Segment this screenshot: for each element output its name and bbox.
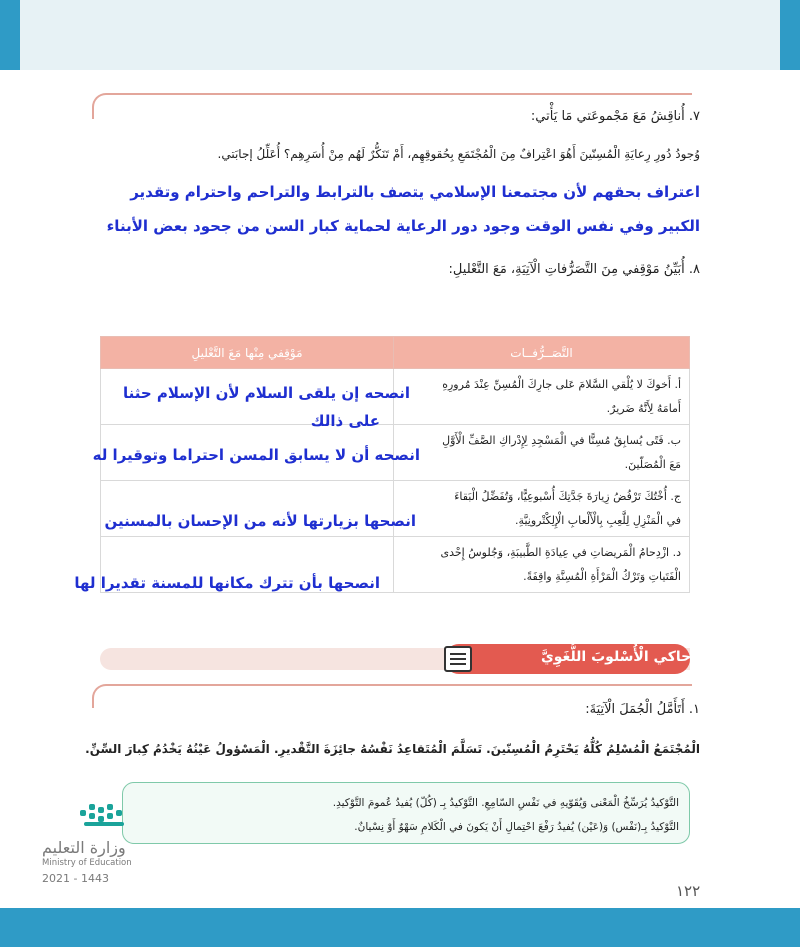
question-7-prompt: وُجودُ دُورِ رِعايَةِ الْمُسِنّينَ أَهُوَ اعْتِرافٌ مِنَ الْمُجْتَمَعِ بِحُقوقِهِم، أَمْ تَنَكُّرٌ لَهُم مِنْ أُسَرِهِم؟ أُعَلِّلُ إجابَتي.: [217, 147, 700, 161]
rule-line-1: التَّوْكيدُ يُرَسِّخُ الْمَعْنى وَيُقَوّيهِ في نَفْسِ السّامِعِ. التَّوْكيدُ بِـ (كُلّ) يُفيدُ عُمومَ التَّوْكيدِ.: [332, 797, 679, 809]
action-text-line: ب. فَتًى يُسابِقُ مُسِنًّا في الْمَسْجِدِ لِإِدْراكِ الصَّفِّ الْأَوَّلِ: [442, 433, 681, 447]
action-text-line: ج. أُخْتُكَ تَرْفُضُ زِيارَةَ جَدَّتِكَ أُسْبوعِيًّا، وَتُفَضِّلُ الْبَقاءَ: [454, 489, 681, 503]
action-text-line: د. ازْدِحامُ الْمَريضاتِ في عِيادَةِ الطَّبيبَةِ، وَجُلوسُ إِحْدى: [440, 545, 681, 559]
notepad-icon: [444, 646, 472, 672]
action-cell: [394, 369, 690, 425]
edition-year: 2021 - 1443: [42, 872, 109, 885]
section-title: أُحاكي الْأُسْلوبَ اللُّغَوِيَّ: [540, 649, 696, 665]
table-header-row: [101, 337, 690, 369]
action-text-line: مَعَ الْمُصَلّينَ.: [624, 457, 681, 471]
question-1-title: ١. أَتَأَمَّلُ الْجُمَلَ الْآتِيَةَ:: [585, 702, 700, 717]
row-b-answer: انصحه أن لا يسابق المسن احتراما وتوقيرا له: [92, 446, 420, 464]
question-7-title: ٧. أُناقِشُ مَعَ مَجْموعَتي مَا يَأْتي:: [530, 109, 700, 124]
bottom-banner: [0, 908, 800, 947]
action-cell: [394, 481, 690, 537]
action-text-line: أَمامَهُ لِأَنَّهُ ضَريرٌ.: [606, 401, 681, 415]
grammar-rule-box: [122, 782, 690, 844]
row-d-answer: انصحها بأن تترك مكانها للمسنة تقديرا لها: [74, 574, 380, 592]
action-cell: [394, 425, 690, 481]
question-8-title: ٨. أُبَيِّنُ مَوْقِفي مِنَ التَّصَرُّفاتِ الْآتِيَةِ، مَعَ التَّعْليلِ:: [448, 262, 700, 277]
header-actions: التَّصَــرُّفــات: [394, 337, 690, 369]
question-7-answer-line-2: الكبير وفي نفس الوقت وجود دور الرعاية لحماية كبار السن من جحود بعض الأبناء: [106, 217, 700, 235]
action-cell: [394, 537, 690, 593]
action-text-line: الْفَتَياتِ وَتَرْكُ الْمَرْأَةِ الْمُسِنَّةِ واقِفَةً.: [523, 569, 681, 583]
rule-line-2: التَّوْكيدُ بِـ(نَفْس) وَ(عَيْن) يُفيدُ رَفْعَ احْتِمالِ أَنْ يَكونَ في الْكَلامِ سَهْوٌ أَوْ نِسْيانٌ.: [354, 821, 679, 833]
row-a-answer-line-1: انصحه إن يلقى السلام لأن الإسلام حثنا: [123, 384, 410, 402]
header-position: مَوْقِفي مِنْها مَعَ التَّعْليلِ: [101, 337, 394, 369]
question-1-sentences: الْمُجْتَمَعُ الْمُسْلِمُ كُلُّهُ يَحْتَرِمُ الْمُسِنّينَ. تَسَلَّمَ الْمُتَقاعِدُ نَفْسُهُ جائِزَةَ التَّقْديرِ. الْمَسْؤولُ عَيْنُهُ يَخْدُمُ كِبارَ السِّنِّ.: [85, 742, 700, 756]
ministry-name-ar: وزارة التعليم: [42, 838, 126, 857]
ministry-name-en: Ministry of Education: [42, 858, 132, 868]
action-text-line: في الْمَنْزِلِ لِلَّعِبِ بِالْأَلْعابِ الْإِلِكْتْرونِيَّةِ.: [515, 513, 681, 527]
action-text-line: أ. أَخوكَ لا يُلْقي السَّلامَ عَلى جارِكَ الْمُسِنِّ عِنْدَ مُرورِهِ: [442, 377, 681, 391]
behaviors-table: [100, 336, 690, 593]
row-a-answer-line-2: على ذالك: [310, 412, 380, 430]
row-c-answer: انصحها بزيارتها لأنه من الإحسان بالمسنين: [104, 512, 416, 530]
question-7-answer-line-1: اعتراف بحقهم لأن مجتمعنا الإسلامي يتصف بالترابط والتراحم واحترام وتقدير: [130, 183, 700, 201]
page-number: ١٢٢: [676, 882, 701, 900]
top-decoration: [20, 0, 780, 70]
ministry-logo-icon: [80, 804, 130, 830]
